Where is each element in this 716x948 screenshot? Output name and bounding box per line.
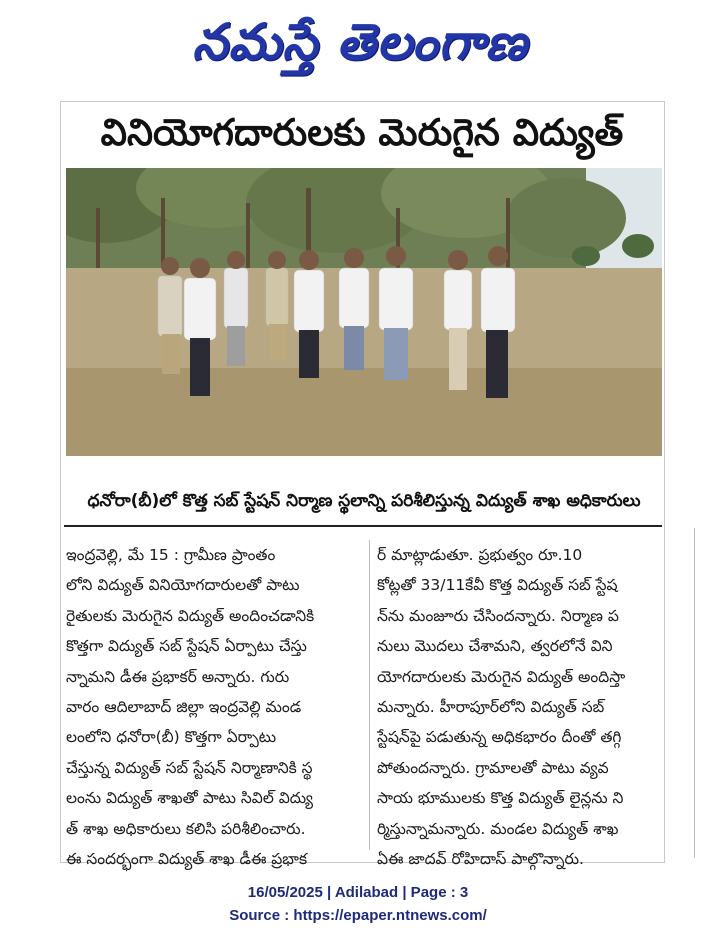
body-line: ర్ మాట్లాడుతూ. ప్రభుత్వం రూ.10 (377, 546, 583, 564)
article-headline: వినియోగదారులకు మెరుగైన విద్యుత్ (100, 111, 624, 154)
body-line: కోట్లతో 33/11కేవీ కొత్త విద్యుత్ సబ్ స్టేష (377, 576, 618, 595)
caption-divider (64, 525, 662, 527)
body-line: లంలోని ధనోరా(బీ) కొత్తగా ఏర్పాటు (66, 728, 277, 747)
body-line: పోతుందన్నారు. గ్రామాలతో పాటు వ్యవ (377, 758, 609, 777)
body-line: సాయ భూములకు కొత్త విద్యుత్ లైన్లను ని (377, 789, 624, 808)
body-line: న్నామని డీఈ ప్రభాకర్ అన్నారు. గురు (66, 667, 290, 686)
body-line: వారం ఆదిలాబాద్ జిల్లా ఇంద్రవెల్లి మండ (66, 697, 302, 716)
body-line: మన్నారు. హీరాపూర్‌లోని విద్యుత్ సబ్ (377, 697, 605, 716)
body-line: కొత్తగా విద్యుత్ సబ్ స్టేషన్ ఏర్పాటు చేస్తు (66, 637, 307, 656)
body-line: ర్మిస్తున్నామన్నారు. మండల విద్యుత్ శాఖ (377, 819, 619, 838)
article-body-left-column (66, 540, 362, 874)
clip-edge-line (694, 528, 695, 858)
body-line: లోని విద్యుత్ వినియోగదారులతో పాటు (66, 576, 300, 595)
photo-caption: ధనోరా(బీ)లో కొత్త సబ్ స్టేషన్ నిర్మాణ స్థలాన్ని పరిశీలిస్తున్న విద్యుత్ శాఖ అధికారులు (87, 491, 641, 511)
body-line: చేస్తున్న విద్యుత్ సబ్ స్టేషన్ నిర్మాణానికి స్థ (66, 758, 313, 777)
body-line: న్‌ను మంజూరు చేసిందన్నారు. నిర్మాణ ప (377, 606, 619, 625)
body-line: ఏఈ జాదవ్ రోహిదాస్ పాల్గొన్నారు. (377, 849, 584, 868)
body-line: యోగదారులకు మెరుగైన విద్యుత్ అందిస్తా (377, 667, 626, 686)
body-line: ఇంద్రవెల్లి, మే 15 : గ్రామీణ ప్రాంతం (66, 546, 276, 564)
footer-source-line: Source : https://epaper.ntnews.com/ (229, 907, 487, 924)
body-line: త్ శాఖ అధికారులు కలిసి పరిశీలించారు. (66, 819, 306, 838)
footer-date-line: 16/05/2025 | Adilabad | Page : 3 (247, 884, 469, 901)
body-line: ఈ సందర్భంగా విద్యుత్ శాఖ డీఈ ప్రభాక (66, 849, 308, 868)
column-divider (369, 540, 370, 850)
article-body-right-column (377, 540, 663, 874)
body-line: స్టేషన్‌పై పడుతున్న అధికభారం దీంతో తగ్గి (377, 728, 622, 747)
article-photo (66, 168, 662, 456)
newspaper-masthead: నమస్తే తెలంగాణ (192, 13, 528, 71)
body-line: లంను విద్యుత్ శాఖతో పాటు సివిల్ విద్యు (66, 789, 313, 808)
body-line: నులు మొదలు చేశామని, త్వరలోనే విని (377, 637, 613, 656)
body-line: రైతులకు మెరుగైన విద్యుత్ అందించడానికి (66, 606, 315, 625)
